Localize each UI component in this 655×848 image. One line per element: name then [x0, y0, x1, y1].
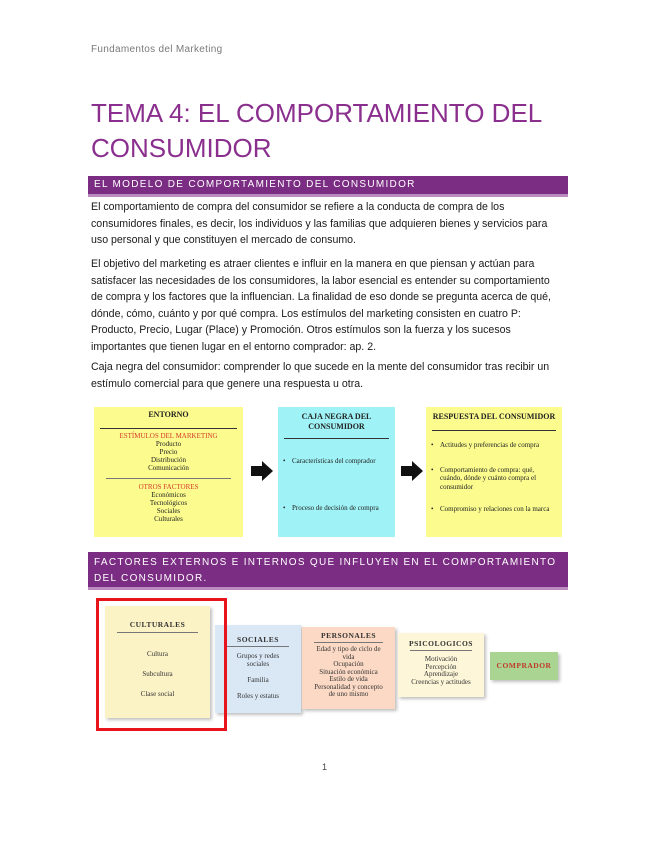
paragraph-3: Caja negra del consumidor: comprender lo que sucede en la mente del consumidor tras recibir un estímulo comercial para que genere una respuesta u otra. [91, 361, 550, 390]
personales-item: Estilo de vida [329, 675, 368, 683]
psicologicos-item: Percepción [425, 662, 457, 671]
section-heading-factors: FACTORES EXTERNOS E INTERNOS QUE INFLUYEN EN EL COMPORTAMIENTO DEL CONSUMIDOR. [88, 552, 568, 590]
psicologicos-item: Aprendizaje [423, 670, 459, 678]
sociales-title: SOCIALES [237, 635, 279, 644]
caja-item: • Características del comprador [278, 457, 389, 466]
stimuli-title: ESTÍMULOS DEL MARKETING [119, 432, 218, 440]
culturales-title: CULTURALES [129, 620, 186, 629]
paragraph-1: El comportamiento de compra del consumidor se refiere a la conducta de compra de los consumidores finales, es decir, los individuos y las familias que adquieren bienes y servicios para uso personal y que constituyen el mercado de consumo. [91, 201, 548, 246]
divider [410, 650, 472, 651]
caja-negra-box [278, 407, 395, 537]
entorno-title: ENTORNO [148, 410, 189, 419]
personales-item: Edad y tipo de ciclo de vida [316, 645, 381, 661]
page-title: TEMA 4: EL COMPORTAMIENTO DEL CONSUMIDOR [91, 98, 542, 163]
arrow-right-icon [401, 461, 423, 481]
respuesta-item: • Compromiso y relaciones con la marca [426, 505, 556, 514]
respuesta-item: • Comportamiento de compra: qué, cuándo, dónde y cuánto compra el consumidor [426, 466, 556, 492]
divider [284, 438, 389, 439]
personales-item: Situación económica [319, 667, 378, 676]
stimulus-item: Producto [155, 440, 182, 448]
paragraph-2: El objetivo del marketing es atraer clientes e influir en la manera en que piensan y actúan para satisfacer las necesidades de los consumidores, la labor esencial es entender su comportamiento de compra y los factores que la influencian. La finalidad de eso donde se pregunta acerca de qué, dónde, cómo, cuánto y por qué compra. Los estímulos del marketing consisten en cuatro P: Producto, Precio, Lugar (Place) y Promoción. Otros estímulos son la fuerza y los sucesos importantes que tienen lugar en el entorno comprador: ap. 2. [91, 258, 551, 353]
culturales-item: Cultura [147, 650, 168, 658]
psicologicos-title: PSICOLOGICOS [409, 639, 473, 648]
page-number: 1 [322, 762, 328, 772]
other-factor-item: Culturales [154, 515, 183, 523]
psicologicos-item: Motivación [424, 655, 458, 663]
sociales-item: Grupos y redes sociales [236, 652, 280, 668]
culturales-item: Clase social [140, 690, 175, 698]
sociales-box [215, 625, 301, 713]
divider [432, 430, 556, 431]
caja-item: • Proceso de decisión de compra [278, 504, 389, 513]
personales-item: Ocupación [333, 660, 364, 668]
arrow-right-icon [251, 461, 273, 481]
entorno-box [94, 407, 243, 537]
divider [100, 428, 237, 429]
respuesta-item: • Actitudes y preferencias de compra [426, 441, 556, 450]
sociales-item: Roles y estatus [237, 692, 279, 700]
other-factor-item: Económicos [151, 491, 186, 499]
comprador-box [490, 652, 558, 680]
divider [314, 642, 383, 643]
respuesta-box [426, 407, 562, 537]
culturales-item: Subcultura [142, 670, 173, 678]
divider [227, 646, 289, 647]
other-factor-item: Sociales [156, 507, 181, 515]
psicologicos-box [398, 633, 484, 697]
respuesta-title: RESPUESTA DEL CONSUMIDOR [432, 412, 556, 421]
caja-negra-title: CAJA NEGRA DEL CONSUMIDOR [301, 412, 372, 431]
section-heading-model: EL MODELO DE COMPORTAMIENTO DEL CONSUMIDOR [88, 176, 568, 197]
personales-item: Personalidad y concepto de uno mismo [314, 682, 383, 698]
personales-title: PERSONALES [320, 631, 376, 640]
stimulus-item: Distribución [151, 456, 186, 464]
stimulus-item: Comunicación [148, 464, 189, 472]
other-factors-title: OTROS FACTORES [138, 483, 199, 491]
comprador-title: COMPRADOR [496, 661, 552, 670]
stimulus-item: Precio [159, 448, 178, 456]
other-factor-item: Tecnológicos [149, 499, 188, 507]
psicologicos-item: Creencias y actitudes [411, 677, 471, 686]
divider [106, 478, 231, 479]
sociales-item: Familia [247, 676, 269, 684]
highlight-frame [96, 598, 227, 731]
running-header: Fundamentos del Marketing [91, 44, 223, 55]
personales-box [302, 627, 395, 709]
